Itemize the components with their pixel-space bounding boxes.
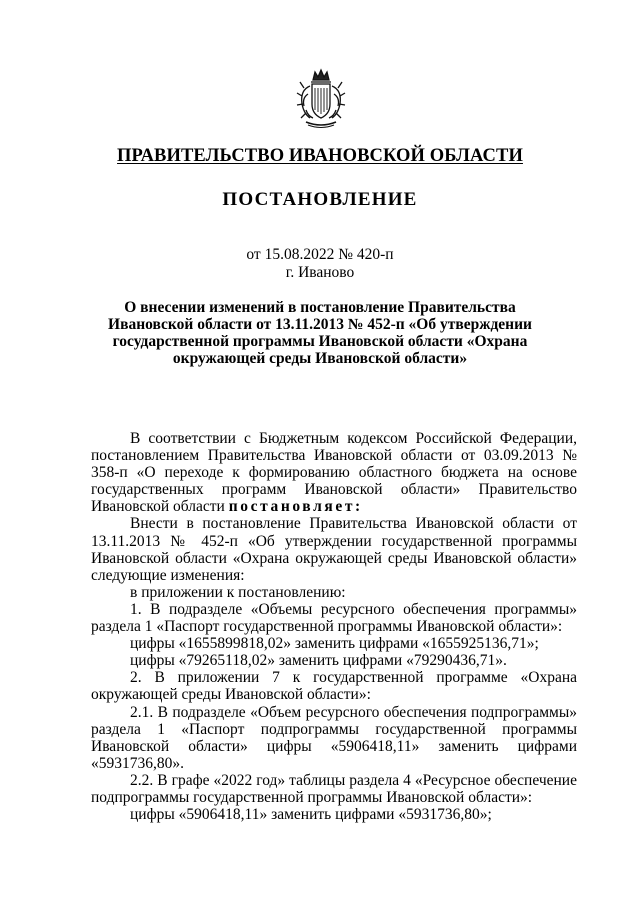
paragraph: цифры «79265118,02» заменить цифрами «79290436,71». xyxy=(130,652,507,670)
document-meta xyxy=(0,246,640,282)
date-number: от 15.08.2022 № 420-п xyxy=(246,246,394,263)
paragraph: 2. В приложении 7 к государственной программе «Охрана окружающей среды Ивановской области»: xyxy=(91,669,577,704)
document-type: ПОСТАНОВЛЕНИЕ xyxy=(222,189,418,210)
resolves-keyword: постановляет: xyxy=(228,498,363,516)
title-line: окружающей среды Ивановской области» xyxy=(172,350,468,367)
paragraph: Внести в постановление Правительства Ивановской области от 13.11.2013 № 452-п «Об утверждении государственной программы Ивановской области «Охрана окружающей среды Ивановской области» следующие изменения: xyxy=(91,515,577,584)
document-body xyxy=(91,430,577,823)
paragraph: цифры «1655899818,02» заменить цифрами «1655925136,71»; xyxy=(130,635,539,653)
title-line: О внесении изменений в постановление Правительства xyxy=(124,299,516,316)
paragraph-preamble xyxy=(91,430,577,515)
paragraph: цифры «5906418,11» заменить цифрами «5931736,80»; xyxy=(130,806,492,824)
paragraph: в приложении к постановлению: xyxy=(130,583,346,601)
paragraph: 2.2. В графе «2022 год» таблицы раздела 4 «Ресурсное обеспечение подпрограммы государственной программы Ивановской области»: xyxy=(91,771,577,806)
paragraph: 2.1. В подразделе «Объем ресурсного обеспечения подпрограммы» раздела 1 «Паспорт подпрограммы государственной программы Ивановской области» цифры «5906418,11» заменить цифрами «5931736,80». xyxy=(91,703,577,772)
coat-of-arms-icon xyxy=(296,68,346,130)
organization-name: ПРАВИТЕЛЬСТВО ИВАНОВСКОЙ ОБЛАСТИ xyxy=(117,146,523,166)
title-line: государственной программы Ивановской области «Охрана xyxy=(112,333,528,350)
paragraph: 1. В подразделе «Объемы ресурсного обеспечения программы» раздела 1 «Паспорт государственной программы Ивановской области»: xyxy=(91,600,577,636)
city: г. Иваново xyxy=(285,264,355,281)
title-line: Ивановской области от 13.11.2013 № 452-п «Об утверждении xyxy=(108,316,532,333)
document-title xyxy=(100,299,540,367)
preamble-text: В соответствии с Бюджетным кодексом Российской Федерации, постановлением Правительства Ивановской области от 03.09.2013 № 358-п «О переходе к формированию областного бюджета на основе государственных программ Ивановской области» Правительство Ивановской области xyxy=(91,430,577,516)
